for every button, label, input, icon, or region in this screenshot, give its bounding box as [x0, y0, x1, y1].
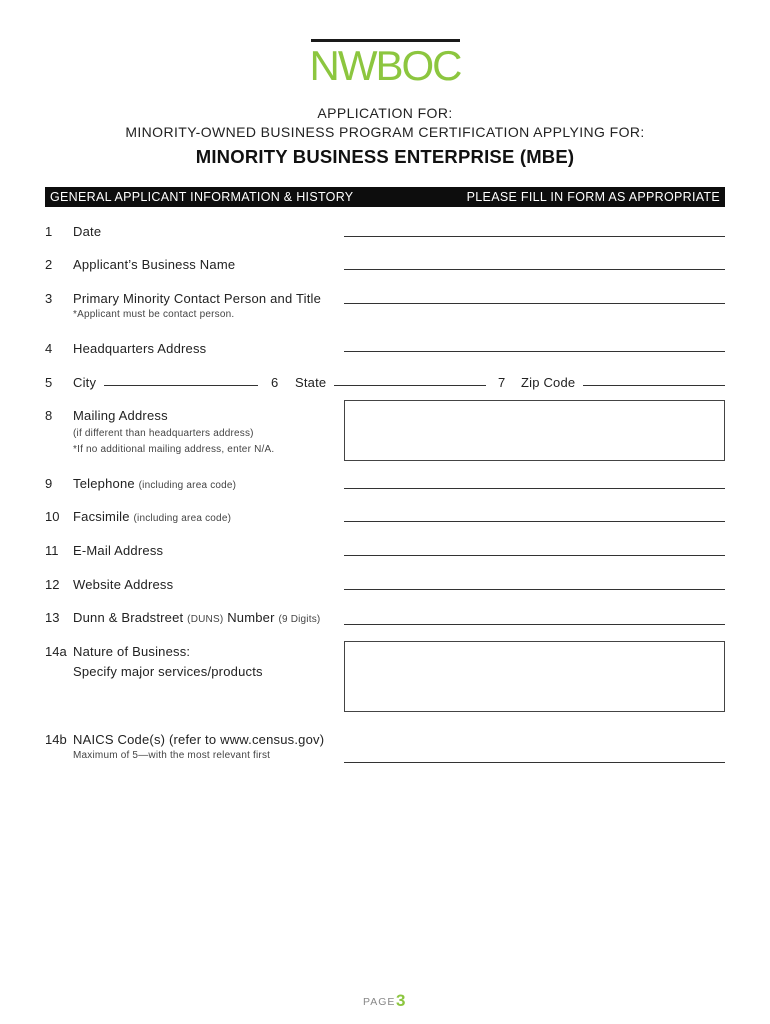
- field-label-facsimile: [73, 509, 231, 524]
- field-number-9-text: 9: [45, 476, 53, 491]
- field-label-contact-person: Primary Minority Contact Person and Title: [73, 291, 322, 306]
- naics-note: Maximum of 5—with the most relevant first: [73, 750, 271, 761]
- field-number-5: 5: [45, 375, 53, 390]
- field-number-14b: 14b: [45, 732, 67, 747]
- field-label-state: State: [295, 375, 327, 390]
- page-label: PAGE: [363, 996, 396, 1008]
- naics-input-line[interactable]: [344, 762, 725, 763]
- facsimile-input-line[interactable]: [344, 521, 725, 522]
- duns-label-hint-b: (9 Digits): [278, 614, 321, 625]
- page-number: 3: [396, 991, 406, 1010]
- field-label-nature-of-business: Nature of Business:: [73, 644, 191, 659]
- state-input-line[interactable]: [334, 385, 486, 386]
- field-label-naics: NAICS Code(s) (refer to www.census.gov): [73, 732, 325, 747]
- field-number-7: 7: [498, 375, 506, 390]
- header-line-1: APPLICATION FOR:: [317, 105, 453, 121]
- facsimile-label-text: Facsimile: [73, 509, 130, 524]
- section-title: GENERAL APPLICANT INFORMATION & HISTORY: [50, 190, 354, 204]
- mailing-address-note-2: *If no additional mailing address, enter N/A.: [73, 444, 275, 455]
- page-title: MINORITY BUSINESS ENTERPRISE (MBE): [195, 146, 575, 167]
- section-instruction: PLEASE FILL IN FORM AS APPROPRIATE: [466, 190, 720, 204]
- telephone-input-line[interactable]: [344, 488, 725, 489]
- duns-label-b: Number: [227, 610, 275, 625]
- facsimile-label-hint: (including area code): [133, 513, 232, 524]
- field-label-telephone: [73, 476, 236, 491]
- headquarters-address-input-line[interactable]: [344, 351, 725, 352]
- field-number-12: 12: [45, 577, 60, 592]
- city-input-line[interactable]: [104, 385, 258, 386]
- field-label-nature-of-business-2: Specify major services/products: [73, 664, 263, 679]
- nature-of-business-input-box[interactable]: [344, 641, 725, 712]
- field-number-6: 6: [271, 375, 279, 390]
- field-number-2: 2: [45, 257, 53, 272]
- field-number-3: 3: [45, 291, 53, 306]
- date-input-line[interactable]: [344, 236, 725, 237]
- contact-person-input-line[interactable]: [344, 303, 725, 304]
- field-label-zip-code: Zip Code: [521, 375, 576, 390]
- email-input-line[interactable]: [344, 555, 725, 556]
- section-header-bar: [45, 187, 725, 207]
- zip-code-input-line[interactable]: [583, 385, 725, 386]
- field-number-1: 1: [45, 224, 53, 239]
- field-number-4: 4: [45, 341, 53, 356]
- mailing-address-note-1: (if different than headquarters address): [73, 428, 254, 439]
- field-number-9: [45, 476, 52, 491]
- field-number-11: 11: [45, 543, 59, 558]
- logo-text: NWBOC: [309, 42, 461, 86]
- duns-input-line[interactable]: [344, 624, 725, 625]
- telephone-label-text: Telephone: [73, 476, 135, 491]
- field-number-14a: 14a: [45, 644, 67, 659]
- field-label-website: Website Address: [73, 577, 174, 592]
- field-label-mailing-address: Mailing Address: [73, 408, 168, 423]
- header-line-2: MINORITY-OWNED BUSINESS PROGRAM CERTIFICATION APPLYING FOR:: [125, 124, 645, 140]
- field-label-headquarters-address: Headquarters Address: [73, 341, 207, 356]
- contact-person-note: *Applicant must be contact person.: [73, 309, 235, 320]
- field-label-duns: [73, 610, 320, 625]
- field-number-13: 13: [45, 610, 60, 625]
- field-number-10: 10: [45, 509, 60, 524]
- field-label-date: Date: [73, 224, 102, 239]
- website-input-line[interactable]: [344, 589, 725, 590]
- mailing-address-input-box[interactable]: [344, 400, 725, 461]
- nwboc-logo: [304, 40, 466, 86]
- duns-label-hint-a: (DUNS): [187, 614, 224, 625]
- duns-label-a: Dunn & Bradstreet: [73, 610, 184, 625]
- business-name-input-line[interactable]: [344, 269, 725, 270]
- field-number-8: 8: [45, 408, 53, 423]
- telephone-label-hint: (including area code): [138, 480, 237, 491]
- field-label-city: City: [73, 375, 97, 390]
- field-label-business-name: Applicant’s Business Name: [73, 257, 236, 272]
- field-label-email: E-Mail Address: [73, 543, 164, 558]
